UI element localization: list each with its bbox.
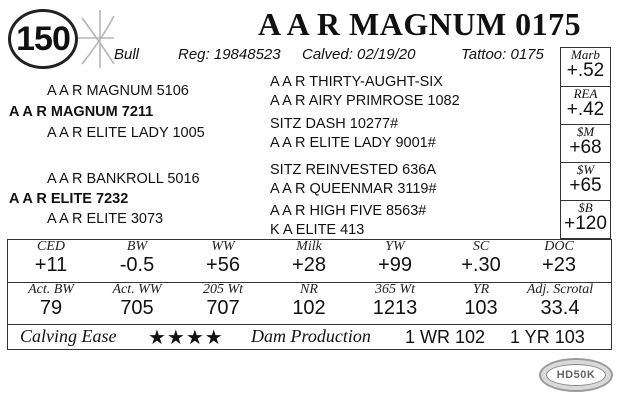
epd-dollar-b-label: $B (578, 200, 593, 215)
epd-rea (561, 86, 610, 125)
actual-ww-label: Act. WW (112, 282, 162, 297)
lot-number-badge (8, 9, 78, 69)
lot-number: 150 (16, 19, 70, 58)
calving-ease-stars: ★★★★ (148, 327, 224, 349)
pedigree-sdd: A A R ELITE LADY 9001# (270, 135, 436, 151)
epd-bw-label: BW (126, 239, 148, 254)
yearling-ratio-value: 103 (464, 297, 498, 319)
epd-dollar-b (561, 200, 610, 239)
epd-sc-value: +.30 (461, 254, 501, 276)
epd-ww-label: WW (211, 239, 235, 254)
epd-doc-value: +23 (542, 254, 576, 276)
actual-bw-label: Act. BW (28, 282, 74, 297)
epd-marb-value: +.52 (566, 60, 605, 81)
epd-yw (352, 240, 438, 276)
pedigree-ddd: K A ELITE 413 (270, 222, 365, 238)
adj-scrotal-label: Adj. Scrotal (526, 282, 594, 297)
actual-ww (94, 283, 180, 319)
epd-rea-label: REA (573, 86, 598, 101)
angus-logo-mark (70, 8, 116, 70)
adj-365-wt-label: 365 Wt (374, 282, 416, 297)
epd-milk-label: Milk (296, 239, 322, 254)
pedigree-sire-dam: A A R ELITE LADY 1005 (47, 125, 205, 141)
pedigree-sire-sire: A A R MAGNUM 5106 (47, 83, 189, 99)
epd-marb (561, 48, 610, 86)
pedigree-sss: A A R THIRTY-AUGHT-SIX (270, 74, 443, 90)
adj-205-wt (180, 283, 266, 319)
hd50k-logo-text: HD50K (546, 364, 606, 386)
pedigree-ssd: A A R AIRY PRIMROSE 1082 (270, 93, 460, 109)
epd-bw (94, 240, 180, 276)
adj-205-wt-value: 707 (206, 297, 240, 319)
epd-dollar-w (561, 162, 610, 201)
actual-ww-value: 705 (120, 297, 154, 319)
calved-date: Calved: 02/19/20 (302, 46, 416, 63)
epd-ced-value: +11 (34, 254, 68, 276)
adj-scrotal (508, 283, 612, 319)
sex-label: Bull (114, 46, 140, 63)
pedigree-dam: A A R ELITE 7232 (9, 191, 129, 207)
epd-dollar-w-value: +65 (569, 175, 602, 196)
pedigree-sds: SITZ DASH 10277# (270, 116, 399, 132)
hd50k-logo (539, 358, 613, 392)
adj-365-wt (352, 283, 438, 319)
pedigree-dam-dam: A A R ELITE 3073 (47, 211, 164, 227)
epd-rea-value: +.42 (566, 99, 605, 120)
performance-grid (7, 239, 612, 350)
dam-production-label: Dam Production (251, 326, 371, 346)
weaning-ratio (266, 283, 352, 319)
adj-365-wt-value: 1213 (372, 297, 418, 319)
pedigree-dss: SITZ REINVESTED 636A (270, 162, 436, 178)
epd-doc-label: DOC (544, 239, 574, 254)
actual-bw (8, 283, 94, 319)
epd-dollar-m (561, 124, 610, 163)
pedigree-dds: A A R HIGH FIVE 8563# (270, 203, 427, 219)
epd-dollar-w-label: $W (576, 162, 595, 177)
pedigree-dam-sire: A A R BANKROLL 5016 (47, 171, 200, 187)
actual-bw-value: 79 (39, 297, 63, 319)
epd-row (8, 240, 611, 282)
registration-number: Reg: 19848523 (178, 46, 281, 63)
pedigree-sire: A A R MAGNUM 7211 (9, 104, 154, 120)
calving-ease-label: Calving Ease (20, 326, 117, 346)
epd-bw-value: -0.5 (119, 254, 155, 276)
dam-production-wr: 1 WR 102 (405, 327, 486, 347)
epd-yw-label: YW (385, 239, 405, 254)
epd-marb-label: Marb (571, 47, 600, 62)
adj-scrotal-value: 33.4 (540, 297, 580, 319)
calving-dam-row (8, 324, 611, 349)
epd-ced (8, 240, 94, 276)
epd-dollar-m-value: +68 (569, 137, 602, 158)
pedigree-dsd: A A R QUEENMAR 3119# (270, 181, 437, 197)
epd-sc (438, 240, 524, 276)
adj-205-wt-label: 205 Wt (202, 282, 244, 297)
weaning-ratio-label: NR (300, 282, 318, 297)
animal-name: A A R MAGNUM 0175 (258, 6, 582, 42)
epd-dollar-m-label: $M (576, 124, 595, 139)
epd-milk (266, 240, 352, 276)
epd-doc (516, 240, 602, 276)
epd-milk-value: +28 (292, 254, 326, 276)
tattoo: Tattoo: 0175 (461, 46, 544, 63)
actuals-row (8, 282, 611, 324)
epd-ced-label: CED (37, 239, 65, 254)
weaning-ratio-value: 102 (292, 297, 326, 319)
dam-production-yr: 1 YR 103 (510, 327, 585, 347)
epd-sc-label: SC (472, 239, 490, 254)
carcass-epd-column (560, 47, 611, 239)
epd-ww (180, 240, 266, 276)
epd-ww-value: +56 (206, 254, 240, 276)
epd-dollar-b-value: +120 (564, 213, 607, 234)
yearling-ratio-label: YR (472, 282, 490, 297)
epd-yw-value: +99 (378, 254, 412, 276)
